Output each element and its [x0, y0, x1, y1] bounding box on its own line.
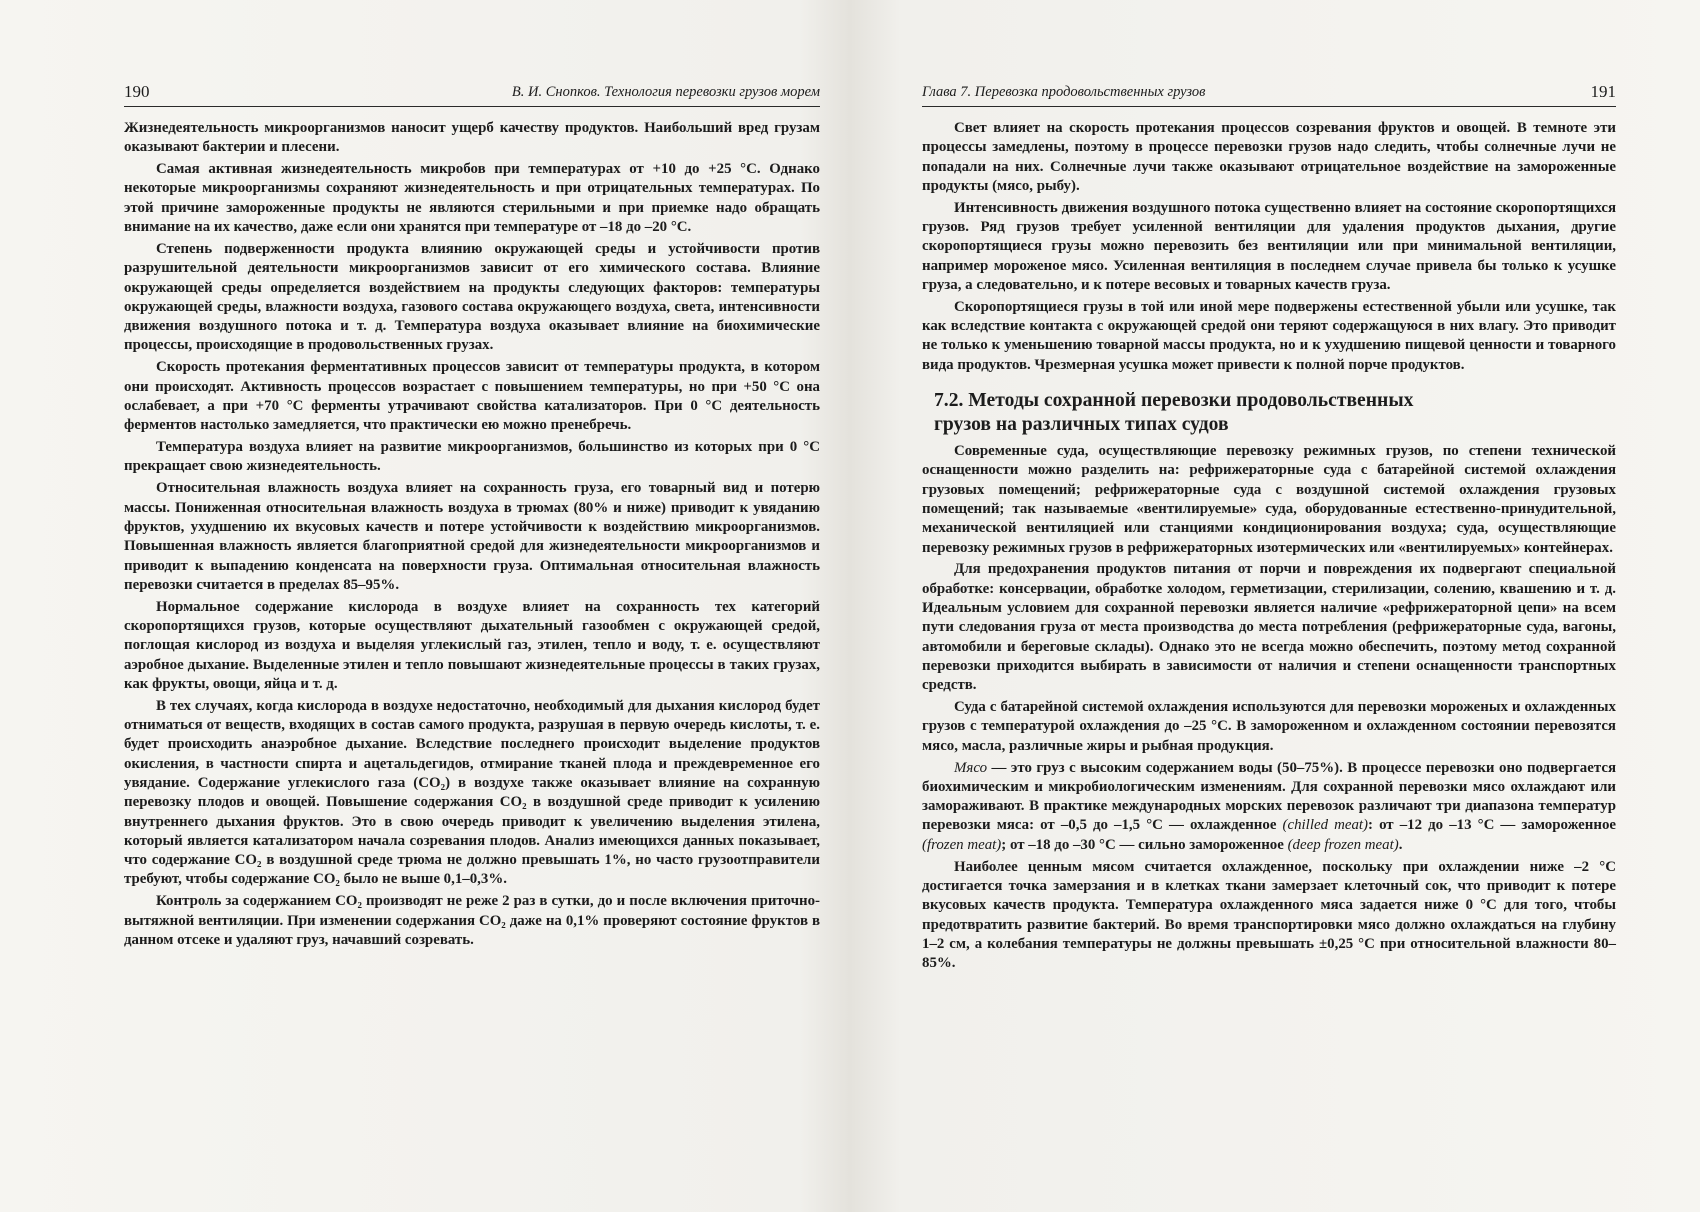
meat-text-3: ; от –18 до –30 °С — сильно замороженное [1001, 836, 1288, 853]
paragraph: Нормальное содержание кислорода в воздухе влияет на сохранность тех категорий скоропортящихся грузов, которые осуществляют дыхательный газообмен с окружающей средой, поглощая кислород из воздуха и выделяя углекислый газ, этилен, тепло и воду, т. е. осуществляют аэробное дыхание. Выделенные этилен и тепло повышают жизнедеятельные процессы в таких грузах, как фрукты, овощи, яйца и т. д. [124, 598, 820, 692]
paragraph: Степень подверженности продукта влиянию окружающей среды и устойчивости против разрушительной деятельности микроорганизмов зависит от его химического состава. Влияние окружающей среды определяется воздействием на продукты следующих факторов: температуры окружающей среды, влажности воздуха, газового состава окружающего воздуха, света, интенсивности движения воздушного потока и т. д. Температура воздуха оказывает влияние на биохимические процессы, происходящие в продовольственных грузах. [124, 240, 820, 354]
paragraph: Современные суда, осуществляющие перевозку режимных грузов, по степени технической оснащенности можно разделить на: рефрижераторные суда с батарейной системой охлаждения грузовых помещений; рефрижераторные суда с воздушной системой охлаждения грузовых помещений; так называемые «вентилируемые» суда, оборудованные естественно-принудительной, механической вентиляцией или станциями кондиционирования воздуха; суда, осуществляющие перевозку режимных грузов в рефрижераторных изотермических или «вентилируемых» контейнерах. [922, 443, 1616, 556]
paragraph: Относительная влажность воздуха влияет на сохранность груза, его товарный вид и потерю массы. Пониженная относительная влажность воздуха в трюмах (80% и ниже) приводит к увяданию фруктов, ухудшению их вкусовых качеств и потере устойчивости к воздействию микроорганизмов. Повышенная влажность является благоприятной средой для жизнедеятельности микроорганизмов и приводит к выпадению конденсата на поверхности груза. Оптимальная относительная влажность перевозки считается в пределах 85–95%. [124, 480, 820, 593]
right-page-body [922, 119, 1616, 973]
left-running-header: В. И. Снопков. Технология перевозки грузов морем [511, 84, 820, 100]
paragraph: Контроль за содержанием CO₂ производят не реже 2 раз в сутки, до и после включения приточно-вытяжной вентиляции. При изменении содержания CO₂ даже на 0,1% проверяют состояние фруктов в данном отсеке и удаляют груз, начавший созревать. [124, 893, 820, 948]
paragraph: В тех случаях, когда кислорода в воздухе недостаточно, необходимый для дыхания кислород будет отниматься от веществ, входящих в состав самого продукта, разрушая в первую очередь кислоты, т. е. будет происходить анаэробное дыхание. Вследствие последнего происходит выделение продуктов окисления, в частности спирта и ацетальдегидов, отмирание тканей плода и преждевременное его увядание. Содержание углекислого газа (CO₂) в воздухе также оказывает влияние на сохранную перевозку плодов и овощей. Повышение содержания CO₂ в воздушной среде приводит к усилению внутреннего дыхания фруктов. Это в свою очередь приводит к увеличению выделения этилена, который является катализатором начала созревания плодов. Анализ имеющихся данных показывает, что содержание CO₂ в воздушной среде трюма не должно превышать 1%, но часто грузоотправители требуют, чтобы содержание CO₂ было не выше 0,1–0,3%. [124, 697, 820, 888]
meat-paragraph [922, 759, 1616, 855]
frozen-meat-term: (frozen meat) [922, 836, 1002, 853]
section-heading-line-2: грузов на различных типах судов [934, 414, 1229, 436]
paragraph: Наиболее ценным мясом считается охлажденное, поскольку при охлаждении ниже –2 °С достигается точка замерзания и в клетках ткани замерзает клеточный сок, что приводит к потере вкусовых качеств продукта. Температура охлажденного мяса задается ниже 0 °С для того, чтобы предотвратить развитие бактерий. Во время транспортировки мясо должно охлаждаться на глубину 1–2 см, а колебания температуры не должны превышать ±0,25 °С при относительной влажности 80–85%. [922, 858, 1616, 972]
chilled-meat-term: (chilled meat) [1282, 817, 1369, 834]
meat-text-2: : от –12 до –13 °С — замороженное [1368, 817, 1617, 834]
deep-frozen-meat-term: (deep frozen meat) [1287, 836, 1399, 853]
left-page [124, 80, 820, 1190]
meat-text-4: . [1398, 836, 1403, 853]
paragraph: Свет влияет на скорость протекания процессов созревания фруктов и овощей. В темноте эти процессы замедлены, поэтому в процессе перевозки грузов надо следить, чтобы солнечные лучи не попадали на них. Солнечные лучи также оказывают отрицательное воздействие на замороженные продукты (мясо, рыбу). [922, 120, 1616, 194]
left-page-body [124, 119, 820, 950]
right-running-header: Глава 7. Перевозка продовольственных грузов [922, 84, 1206, 100]
paragraph: Скоропортящиеся грузы в той или иной мере подвержены естественной убыли или усушке, так как вследствие контакта с окружающей средой они теряют содержащуюся в них влагу. Это приводит не только к уменьшению товарной массы продукта, но и к ухудшению пищевой ценности и товарного вида продуктов. Чрезмерная усушка может привести к полной порче продуктов. [922, 298, 1616, 373]
paragraph: Жизнедеятельность микроорганизмов наносит ущерб качеству продуктов. Наибольший вред грузам оказывают бактерии и плесени. [124, 120, 820, 156]
paragraph: Самая активная жизнедеятельность микробов при температурах от +10 до +25 °С. Однако некоторые микроорганизмы сохраняют жизнедеятельность и при отрицательных температурах. По этой причине замороженные продукты не являются стерильными и при приемке надо обращать внимание на их качество, даже если они хранятся при температуре от –18 до –20 °С. [124, 161, 820, 236]
paragraph: Интенсивность движения воздушного потока существенно влияет на состояние скоропортящихся грузов. Ряд грузов требует усиленной вентиляции для удаления продуктов дыхания, другие скоропортящиеся грузы можно перевозить без вентиляции или при минимальной вентиляции, например мороженое мясо. Усиленная вентиляция в последнем случае привела бы только к усушке груза, а следовательно, и к потере весовых и товарных качеств груза. [922, 199, 1616, 293]
section-heading [922, 389, 1616, 437]
right-page-number: 191 [1590, 82, 1616, 101]
meat-term: Мясо [954, 759, 988, 776]
right-page [922, 80, 1616, 1190]
section-heading-line-1: 7.2. Методы сохранной перевозки продовольственных [934, 390, 1414, 412]
right-page-header [922, 80, 1616, 107]
left-page-header [124, 80, 820, 107]
paragraph: Суда с батарейной системой охлаждения используются для перевозки мороженых и охлажденных грузов с температурой охлаждения до –25 °С. В замороженном и охлажденном состоянии перевозятся мясо, масла, различные жиры и рыбная продукция. [922, 699, 1616, 754]
paragraph: Для предохранения продуктов питания от порчи и повреждения их подвергают специальной обработке: консервации, обработке холодом, герметизации, стерилизации, солению, квашению и т. д. Идеальным условием для сохранной перевозки является наличие «рефрижераторной цепи» на всем пути следования груза от места производства до места потребления (рефрижераторные суда, вагоны, автомобили и береговые склады). Однако это не всегда можно обеспечить, поэтому метод сохранной перевозки приходится выбирать в зависимости от наличия и степени оснащенности транспортных средств. [922, 561, 1616, 694]
paragraph: Скорость протекания ферментативных процессов зависит от температуры продукта, в котором они происходят. Активность процессов возрастает с повышением температуры, но при +50 °С она ослабевает, а при +70 °С ферменты утрачивают свойства катализаторов. При 0 °С деятельность ферментов настолько замедляется, что практически ею можно пренебречь. [124, 359, 820, 434]
meat-text-1: — это груз с высоким содержанием воды (50–75%). В процессе перевозки оно подвергается биохимическим и микробиологическим изменениям. Для сохранной перевозки мясо охлаждают или замораживают. В практике международных морских перевозок различают три диапазона температур перевозки мяса: от –0,5 до –1,5 °С — охлажденное [922, 759, 1616, 834]
left-page-number: 190 [124, 82, 150, 101]
paragraph: Температура воздуха влияет на развитие микроорганизмов, большинство из которых при 0 °С прекращает свою жизнедеятельность. [124, 439, 820, 475]
